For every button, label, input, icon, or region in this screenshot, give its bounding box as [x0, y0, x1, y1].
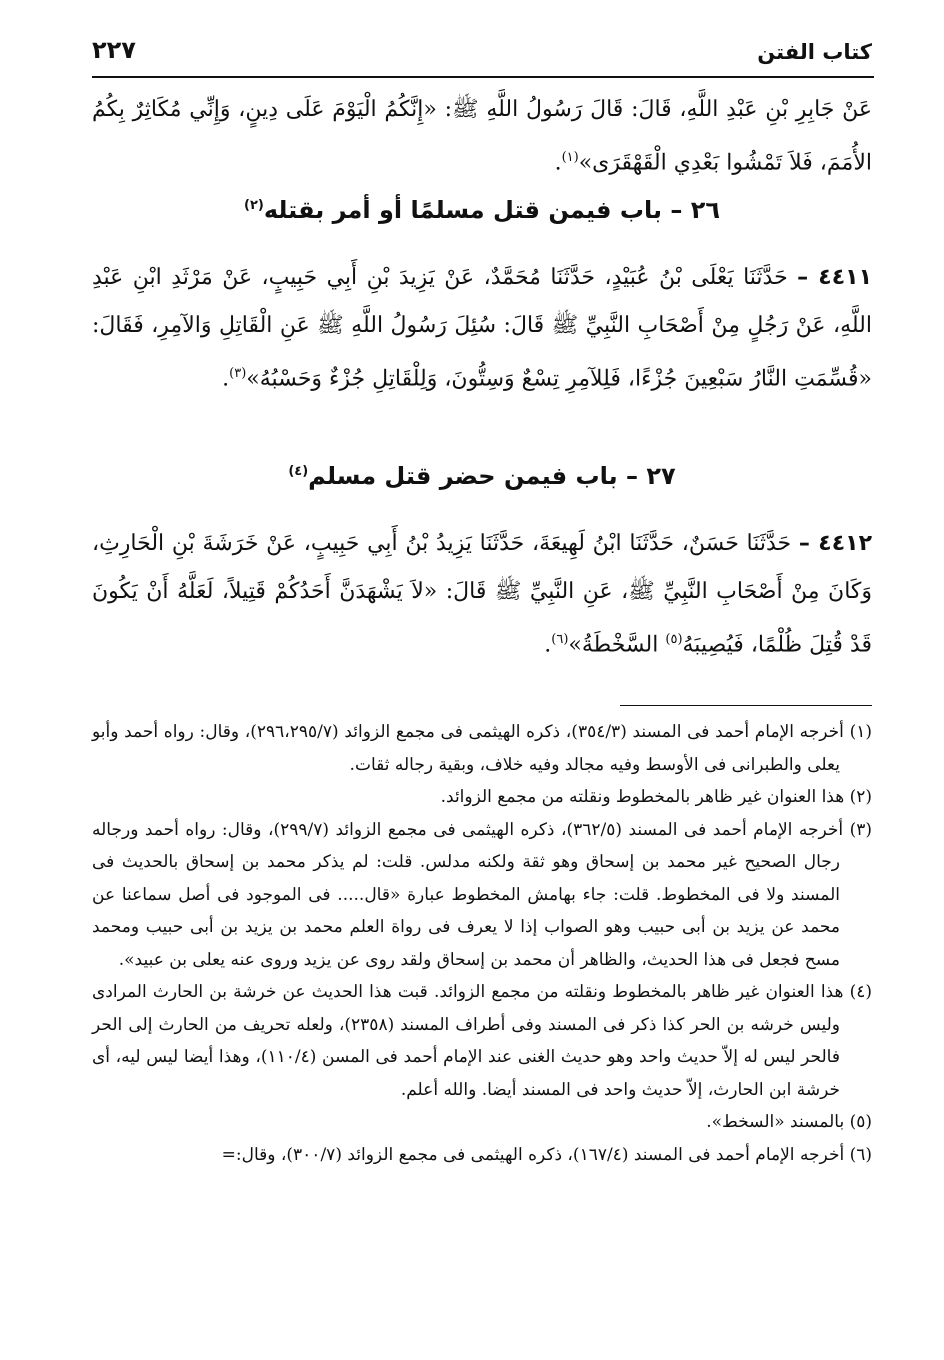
header-rule — [92, 76, 874, 78]
hadith-4412: ٤٤١٢ – حَدَّثَنَا حَسَنٌ، حَدَّثَنَا ابْنُ لَهِيعَةَ، حَدَّثَنَا يَزِيدُ بْنُ أَبِي حَبِيبٍ، عَنْ خَرَشَةَ بْنِ الْحَارِثِ، وَكَانَ مِنْ أَصْحَابِ النَّبِيِّ ﷺ، عَنِ النَّبِيِّ ﷺ قَالَ: «لاَ يَشْهَدَنَّ أَحَدُكُمْ قَتِيلاً، لَعَلَّهُ أَنْ يَكُونَ قَدْ قُتِلَ ظُلْمًا، فَيُصِيبَهُ$^{(٥)}$ السَّخْطَةُ»$^{(٦)}$. — [92, 531, 872, 658]
hadith-text-end: السَّخْطَةُ» — [568, 632, 659, 658]
footnote-ref-3: (٣) — [229, 366, 247, 381]
footnote-separator — [620, 705, 872, 706]
intro-text: عَنْ جَابِرِ بْنِ عَبْدِ اللَّهِ، قَالَ: قَالَ رَسُولُ اللَّهِ ﷺ: «إِنَّكُمُ الْيَوْمَ عَلَى دِينٍ، وَإِنِّي مُكَاثِرٌ بِكُمُ الأُمَمَ، فَلاَ تَمْشُوا بَعْدِي الْقَهْقَرَى» — [92, 97, 872, 176]
chapter-heading-26-text: ٢٦ – باب فيمن قتل مسلمًا أو أمر بقتله — [263, 196, 721, 224]
footnote: (٥) بالمسند «السخط». — [706, 1112, 872, 1132]
page-number: ٢٢٧ — [92, 36, 136, 64]
footnote-ref-1: (١) — [561, 150, 579, 165]
footnote: (١) أخرجه الإمام أحمد فى المسند (٣٥٤/٣)، ذكره الهيثمى فى مجمع الزوائد (٢٩٦،٢٩٥/٧)، وقال: رواه أحمد وأبو يعلى والطبرانى فى الأوسط وفيه مجالد وفيه خلاف، وبقية رجاله ثقات. — [92, 722, 872, 775]
hadith-intro-paragraph: عَنْ جَابِرِ بْنِ عَبْدِ اللَّهِ، قَالَ: قَالَ رَسُولُ اللَّهِ ﷺ: «إِنَّكُمُ الْيَوْمَ عَلَى دِينٍ، وَإِنِّي مُكَاثِرٌ بِكُمُ الأُمَمَ، فَلاَ تَمْشُوا بَعْدِي الْقَهْقَرَى»$^{(١)}$. — [92, 97, 872, 176]
hadith-text: حَدَّثَنَا يَعْلَى بْنُ عُبَيْدٍ، حَدَّثَنَا مُحَمَّدٌ، عَنْ يَزِيدَ بْنِ أَبِي حَبِيبٍ، عَنْ مَرْثَدِ ابْنِ عَبْدِ اللَّهِ، عَنْ رَجُلٍ مِنْ أَصْحَابِ النَّبِيِّ ﷺ قَالَ: سُئِلَ رَسُولُ اللَّهِ ﷺ عَنِ الْقَاتِلِ وَالآمِرِ، فَقَالَ: «قُسِّمَتِ النَّارُ سَبْعِينَ جُزْءًا، فَلِلآمِرِ تِسْعٌ وَسِتُّونَ، وَلِلْقَاتِلِ جُزْءٌ وَحَسْبُهُ» — [92, 265, 872, 392]
footnote: (٦) أخرجه الإمام أحمد فى المسند (١٦٧/٤)، ذكره الهيثمى فى مجمع الزوائد (٣٠٠/٧)، وقال:= — [221, 1144, 872, 1165]
footnote-ref-4: (٤) — [288, 464, 309, 479]
book-title: كتاب الفتن — [757, 40, 872, 64]
hadith-number: ٤٤١٢ – — [798, 531, 872, 556]
footnote: (٢) هذا العنوان غير ظاهر بالمخطوط ونقلته من مجمع الزوائد. — [440, 787, 872, 807]
hadith-number: ٤٤١١ – — [797, 265, 872, 290]
footnote: (٤) هذا العنوان غير ظاهر بالمخطوط ونقلته من مجمع الزوائد. قبت هذا الحديث عن خرشة بن الحارث المرادى وليس خرشه بن الحر كذا ذكر فى المسند وفى أطراف المسند (٢٣٥٨)، ولعله تحريف من الحارث إلى الحر فالحر ليس له إلاّ حديث واحد وهو حديث الغنى عند الإمام أحمد فى المسن (١١٠/٤)، وهذا أيضا ليس ليه، أى خرشة ابن الحارث، إلاّ حديث واحد فى المسند أيضا. والله أعلم. — [92, 982, 872, 1100]
footnote-ref-6: (٦) — [551, 632, 569, 647]
hadith-text: حَدَّثَنَا حَسَنٌ، حَدَّثَنَا ابْنُ لَهِيعَةَ، حَدَّثَنَا يَزِيدُ بْنُ أَبِي حَبِيبٍ، عَنْ خَرَشَةَ بْنِ الْحَارِثِ، وَكَانَ مِنْ أَصْحَابِ النَّبِيِّ ﷺ، عَنِ النَّبِيِّ ﷺ قَالَ: «لاَ يَشْهَدَنَّ أَحَدُكُمْ قَتِيلاً، لَعَلَّهُ أَنْ يَكُونَ قَدْ قُتِلَ ظُلْمًا، فَيُصِيبَهُ — [92, 531, 872, 658]
chapter-heading-27 — [92, 462, 872, 490]
footnote-ref-5: (٥) — [665, 632, 683, 647]
chapter-heading-26 — [92, 196, 872, 224]
running-header — [92, 34, 872, 74]
chapter-heading-27-text: ٢٧ – باب فيمن حضر قتل مسلم — [308, 462, 676, 490]
hadith-4411: ٤٤١١ – حَدَّثَنَا يَعْلَى بْنُ عُبَيْدٍ، حَدَّثَنَا مُحَمَّدٌ، عَنْ يَزِيدَ بْنِ أَبِي حَبِيبٍ، عَنْ مَرْثَدِ ابْنِ عَبْدِ اللَّهِ، عَنْ رَجُلٍ مِنْ أَصْحَابِ النَّبِيِّ ﷺ قَالَ: سُئِلَ رَسُولُ اللَّهِ ﷺ عَنِ الْقَاتِلِ وَالآمِرِ، فَقَالَ: «قُسِّمَتِ النَّارُ سَبْعِينَ جُزْءًا، فَلِلآمِرِ تِسْعٌ وَسِتُّونَ، وَلِلْقَاتِلِ جُزْءٌ وَحَسْبُهُ»$^{(٣)}$. — [92, 265, 872, 392]
footnote-ref-2: (٢) — [243, 198, 264, 213]
footnote: (٣) أخرجه الإمام أحمد فى المسند (٣٦٢/٥)، ذكره الهيثمى فى مجمع الزوائد (٢٩٩/٧)، وقال: رواه أحمد ورجاله رجال الصحيح غير محمد بن إسحاق وهو ثقة ولكنه مدلس. قلت: لم يذكر محمد بن إسحاق بالحديث فى المسند ولا فى المخطوط. قلت: جاء بهامش المخطوط عبارة «قال..... فى الموجود فى أصل سماعنا عن محمد عن يزيد بن أبى حبيب وهو الصواب إذا لا يعرف فى رواة العلم محمد بن يزيد بن أبى حبيب ومحمد مسح فجعل فى هذا الحديث، والظاهر أن محمد بن إسحاق ولقد روى عن يزيد وروى عنه يعلى بن عبيد». — [92, 819, 873, 970]
footnotes — [92, 716, 872, 1171]
